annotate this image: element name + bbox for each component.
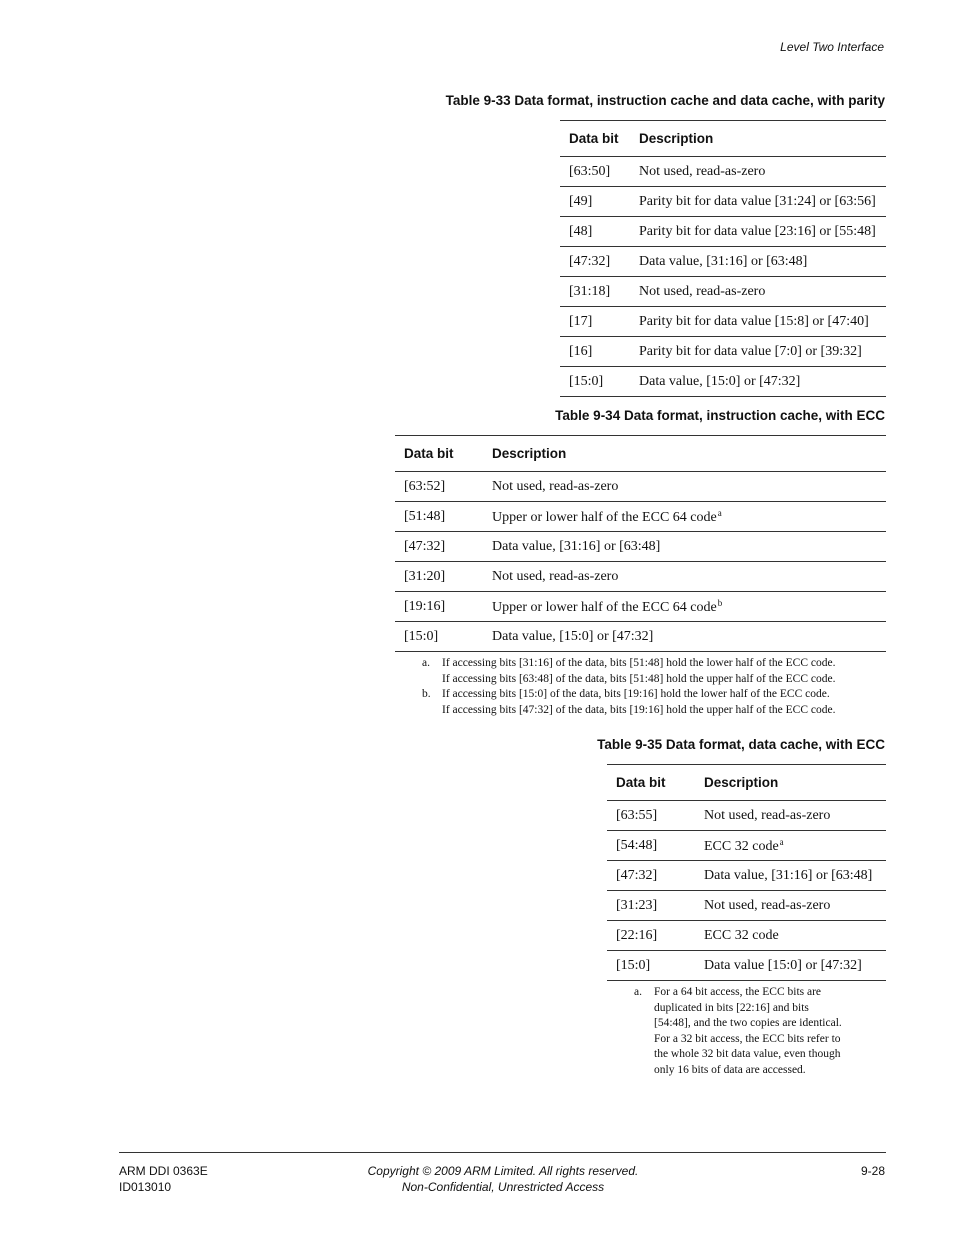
description-cell [695,891,886,921]
data-bit-cell: [63:52] [395,472,483,502]
table-row [607,861,886,891]
table-row [395,562,886,592]
data-bit-cell: [19:16] [395,592,483,622]
description-cell [483,592,886,622]
table-row [607,891,886,921]
data-bit-cell: [63:55] [607,801,695,831]
data-bit-cell: [15:0] [560,367,630,397]
table-row [560,277,886,307]
data-bit-cell: [15:0] [395,622,483,652]
table-row [607,921,886,951]
description-text: Data value, [15:0] or [47:32] [639,373,801,389]
table-row [395,592,886,622]
footnote [634,985,842,1078]
description-text: Not used, read-as-zero [639,283,766,299]
column-header: Data bit [607,765,695,801]
column-header: Description [483,436,886,472]
table-row [560,247,886,277]
table-row [607,801,886,831]
data-bit-cell: [49] [560,187,630,217]
data-bit-cell: [47:32] [607,861,695,891]
column-header: Description [630,121,886,157]
table-row [395,532,886,562]
description-text: ECC 32 code [704,838,779,854]
copyright-text: Copyright © 2009 ARM Limited. All rights reserved. [367,1164,639,1178]
description-cell [695,921,886,951]
footer-rule [119,1152,886,1153]
description-text: Not used, read-as-zero [492,478,619,494]
footnote-letter: a. [422,657,430,669]
description-cell [695,831,886,861]
description-text: Not used, read-as-zero [492,568,619,584]
table-row [607,951,886,981]
description-cell [695,861,886,891]
data-bit-cell: [15:0] [607,951,695,981]
description-text: Data value, [31:16] or [63:48] [704,867,873,883]
footnote-text: If accessing bits [31:16] of the data, bits [51:48] hold the lower half of the ECC code. If accessing bits [63:48] of the data, bits [51:48] hold the upper half of the ECC code. [442,657,836,685]
description-text: Data value [15:0] or [47:32] [704,957,862,973]
column-header: Description [695,765,886,801]
description-text: Not used, read-as-zero [639,163,766,179]
description-text: Not used, read-as-zero [704,807,831,823]
description-cell [695,801,886,831]
footer-copyright [0,1163,954,1195]
footnote-marker: a [779,836,784,847]
description-text: Parity bit for data value [31:24] or [63:56] [639,193,876,209]
footnote-marker: a [717,507,722,518]
description-cell [483,502,886,532]
description-cell [630,337,886,367]
footnote-letter: a. [634,986,642,998]
footnote [422,687,835,718]
table-row [395,622,886,652]
data-bit-cell: [31:20] [395,562,483,592]
footnote-marker: b [717,597,723,608]
table-title: Table 9-35 Data format, data cache, with ECC [597,737,885,752]
footnote-text: For a 64 bit access, the ECC bits are duplicated in bits [22:16] and bits [54:48], and the two copies are identical. For a 32 bit access, the ECC bits refer to the whole 32 bit data value, even though only 16 bits of data are accessed. [654,986,842,1076]
data-bit-cell: [17] [560,307,630,337]
description-cell [483,622,886,652]
table-title: Table 9-34 Data format, instruction cache, with ECC [555,408,885,423]
data-bit-cell: [54:48] [607,831,695,861]
description-text: Data value, [31:16] or [63:48] [492,538,661,554]
table-row [560,307,886,337]
description-cell [630,277,886,307]
doc-revision: ID013010 [119,1180,172,1194]
table-footnotes [422,656,835,718]
description-cell [483,562,886,592]
access-text: Non-Confidential, Unrestricted Access [401,1180,605,1194]
table-footnotes [634,985,842,1078]
description-text: Upper or lower half of the ECC 64 code [492,599,717,615]
data-bit-cell: [48] [560,217,630,247]
data-bit-cell: [22:16] [607,921,695,951]
description-cell [483,472,886,502]
footnote-text: If accessing bits [15:0] of the data, bits [19:16] hold the lower half of the ECC code. If accessing bits [47:32] of the data, bits [19:16] hold the upper half of the ECC code. [442,688,836,716]
description-text: Parity bit for data value [7:0] or [39:32] [639,343,862,359]
description-cell [630,367,886,397]
table-row [560,187,886,217]
data-bit-cell: [31:23] [607,891,695,921]
description-cell [630,187,886,217]
table-row [607,831,886,861]
footnote-letter: b. [422,688,431,700]
table-row [395,472,886,502]
description-text: Upper or lower half of the ECC 64 code [492,509,717,525]
description-text: Not used, read-as-zero [704,897,831,913]
running-header: Level Two Interface [780,40,884,54]
description-cell [630,157,886,187]
data-bit-cell: [31:18] [560,277,630,307]
table-row [560,337,886,367]
description-text: Data value, [31:16] or [63:48] [639,253,808,269]
table-row [395,502,886,532]
data-bit-cell: [51:48] [395,502,483,532]
column-header: Data bit [560,121,630,157]
description-text: ECC 32 code [704,927,779,943]
description-cell [630,307,886,337]
data-table [607,764,886,981]
description-text: Parity bit for data value [23:16] or [55:48] [639,223,876,239]
description-text: Data value, [15:0] or [47:32] [492,628,654,644]
data-bit-cell: [47:32] [560,247,630,277]
data-table [560,120,886,397]
description-text: Parity bit for data value [15:8] or [47:40] [639,313,869,329]
description-cell [695,951,886,981]
doc-number: ARM DDI 0363E [119,1164,208,1178]
description-cell [483,532,886,562]
data-table [395,435,886,652]
page-number: 9-28 [860,1164,885,1178]
column-header: Data bit [395,436,483,472]
description-cell [630,247,886,277]
table-row [560,157,886,187]
data-bit-cell: [16] [560,337,630,367]
table-row [560,367,886,397]
table-row [560,217,886,247]
footnote [422,656,835,687]
description-cell [630,217,886,247]
table-title: Table 9-33 Data format, instruction cache and data cache, with parity [445,93,885,108]
data-bit-cell: [63:50] [560,157,630,187]
data-bit-cell: [47:32] [395,532,483,562]
